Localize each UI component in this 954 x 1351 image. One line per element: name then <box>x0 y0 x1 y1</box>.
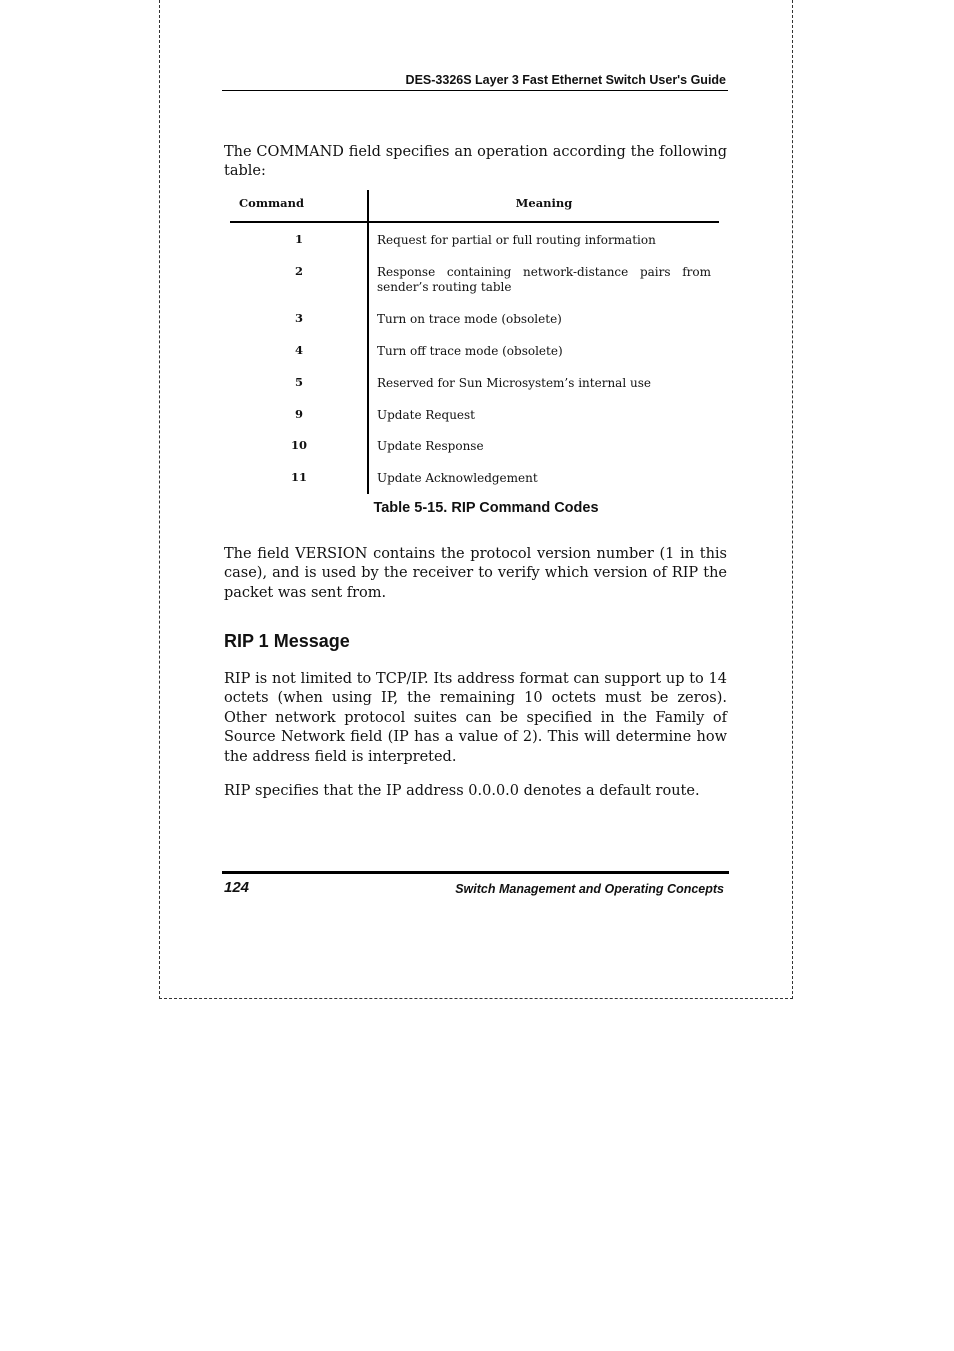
default-route-paragraph: RIP specifies that the IP address 0.0.0.0 denotes a default route. <box>224 783 700 799</box>
table-caption: Table 5-15. RIP Command Codes <box>373 500 599 516</box>
command-code: 2 <box>294 264 303 278</box>
command-code: 3 <box>294 311 303 325</box>
command-meaning: Reserved for Sun Microsystem’s internal use <box>377 376 651 390</box>
version-paragraph: The field VERSION contains the protocol version number (1 in this case), and is used by the receiver to verify which version of RIP the packet was sent from. <box>224 546 727 601</box>
command-meaning: Response containing network-distance pairs from sender’s routing table <box>377 265 711 294</box>
command-code: 1 <box>294 232 303 246</box>
command-code: 9 <box>294 407 303 421</box>
command-meaning: Update Response <box>377 439 484 453</box>
command-code: 10 <box>290 438 307 452</box>
column-header-meaning: Meaning <box>515 196 573 210</box>
command-meaning: Turn off trace mode (obsolete) <box>377 344 563 358</box>
command-meaning: Turn on trace mode (obsolete) <box>377 312 562 326</box>
section-heading: RIP 1 Message <box>224 631 350 651</box>
intro-paragraph: The COMMAND field specifies an operation according the following table: <box>224 144 727 180</box>
command-meaning: Update Request <box>377 408 475 422</box>
running-header: DES-3326S Layer 3 Fast Ethernet Switch User's Guide <box>222 73 728 91</box>
rip1-paragraph: RIP is not limited to TCP/IP. Its address format can support up to 14 octets (when using IP, the remaining 10 octets must be zeros). Other network protocol suites can be specified in the Family of Source Network field (IP has a value of 2). This will determine how the address field is interpreted. <box>224 671 727 765</box>
command-code: 11 <box>290 470 307 484</box>
command-meaning: Request for partial or full routing information <box>377 233 656 247</box>
column-header-command: Command <box>239 196 305 210</box>
footer-title: Switch Management and Operating Concepts <box>455 882 724 896</box>
command-meaning: Update Acknowledgement <box>377 471 538 485</box>
header-rule <box>230 221 719 223</box>
page-number: 124 <box>224 879 250 896</box>
rip-command-table <box>230 190 720 495</box>
command-code: 5 <box>294 375 303 389</box>
command-code: 4 <box>294 343 303 357</box>
footer-rule <box>222 871 729 874</box>
